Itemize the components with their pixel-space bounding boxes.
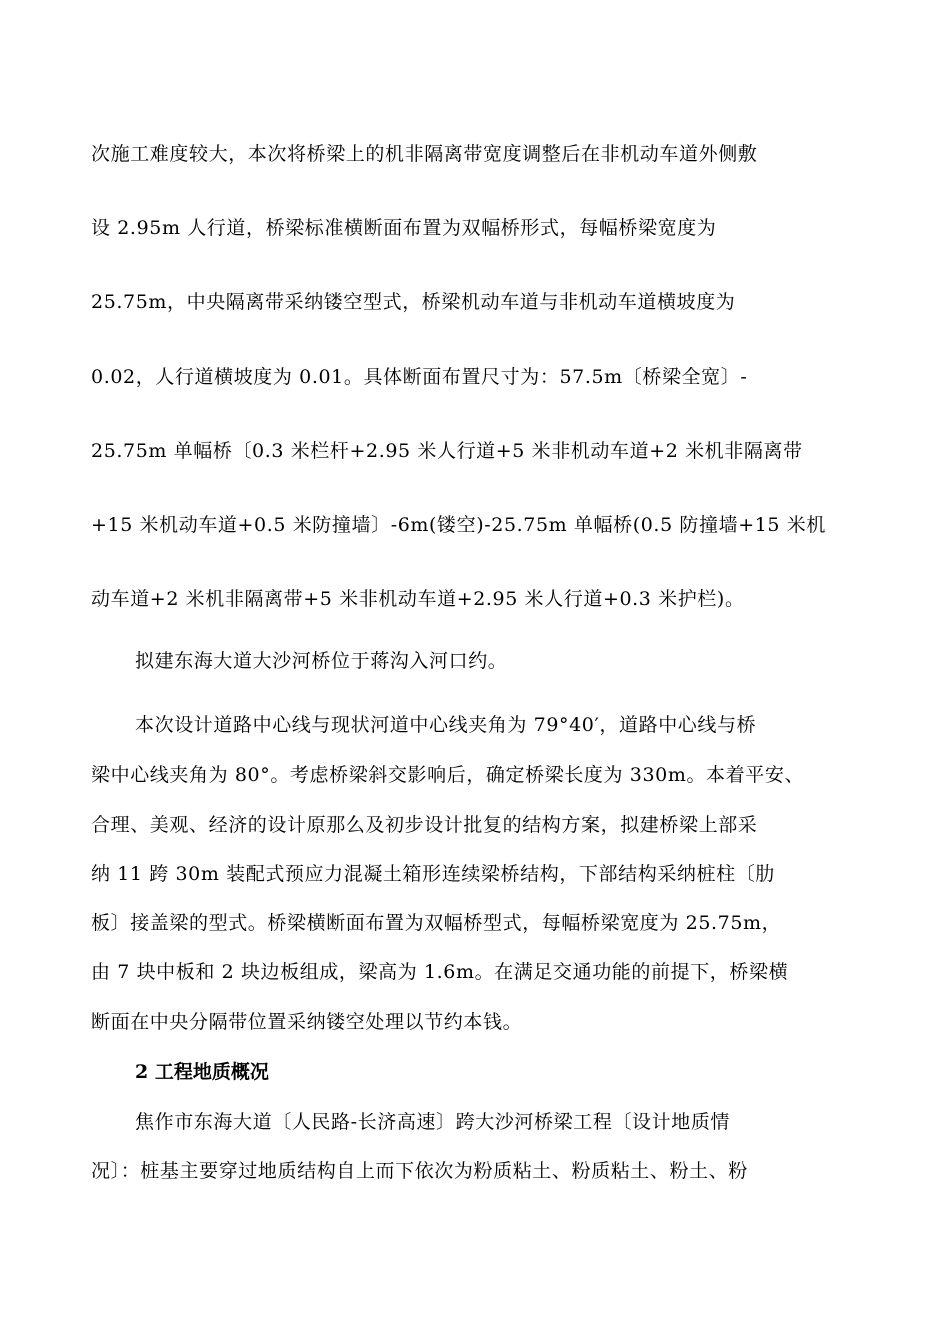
paragraph-3-line-5: 板〕接盖梁的型式。桥梁横断面布置为双幅桥型式，每幅桥梁宽度为 25.75m， <box>91 912 782 934</box>
paragraph-3-line-2: 梁中心线夹角为 80°。考虑桥梁斜交影响后，确定桥梁长度为 330m。本着平安、 <box>91 764 805 786</box>
paragraph-1-line-3: 25.75m，中央隔离带采纳镂空型式，桥梁机动车道与非机动车道横坡度为 <box>91 291 736 313</box>
paragraph-4-line-1: 焦作市东海大道〔人民路-长济高速〕跨大沙河桥梁工程〔设计地质情 <box>135 1111 731 1133</box>
paragraph-4-line-2: 况〕：桩基主要穿过地质结构自上而下依次为粉质粘土、粉质粘土、粉土、粉 <box>91 1160 748 1182</box>
paragraph-1-line-1: 次施工难度较大，本次将桥梁上的机非隔离带宽度调整后在非机动车道外侧敷 <box>91 143 758 165</box>
paragraph-1-line-7: 动车道+2 米机非隔离带+5 米非机动车道+2.95 米人行道+0.3 米护栏)。 <box>91 588 745 610</box>
paragraph-1-line-5: 25.75m 单幅桥〔0.3 米栏杆+2.95 米人行道+5 米非机动车道+2 米机非隔离带 <box>91 440 803 462</box>
paragraph-3-line-6: 由 7 块中板和 2 块边板组成，梁高为 1.6m。在满足交通功能的前提下，桥梁横 <box>91 961 789 983</box>
paragraph-2-line-1: 拟建东海大道大沙河桥位于蒋沟入河口约。 <box>135 650 508 672</box>
section-heading: 2 工程地质概况 <box>135 1061 269 1083</box>
paragraph-3-line-4: 纳 11 跨 30m 装配式预应力混凝土箱形连续梁桥结构，下部结构采纳桩柱〔肋 <box>91 863 775 885</box>
paragraph-3-line-7: 断面在中央分隔带位置采纳镂空处理以节约本钱。 <box>91 1011 523 1033</box>
paragraph-1-line-6: +15 米机动车道+0.5 米防撞墙〕-6m(镂空)-25.75m 单幅桥(0.5 防撞墙+15 米机 <box>91 514 826 536</box>
paragraph-3-line-3: 合理、美观、经济的设计原那么及初步设计批复的结构方案，拟建桥梁上部采 <box>91 814 758 836</box>
paragraph-3-line-1: 本次设计道路中心线与现状河道中心线夹角为 79°40′，道路中心线与桥 <box>135 714 757 736</box>
paragraph-1-line-2: 设 2.95m 人行道，桥梁标准横断面布置为双幅桥形式，每幅桥梁宽度为 <box>91 217 717 239</box>
paragraph-1-line-4: 0.02，人行道横坡度为 0.01。具体断面布置尺寸为：57.5m〔桥梁全宽〕- <box>91 366 748 388</box>
